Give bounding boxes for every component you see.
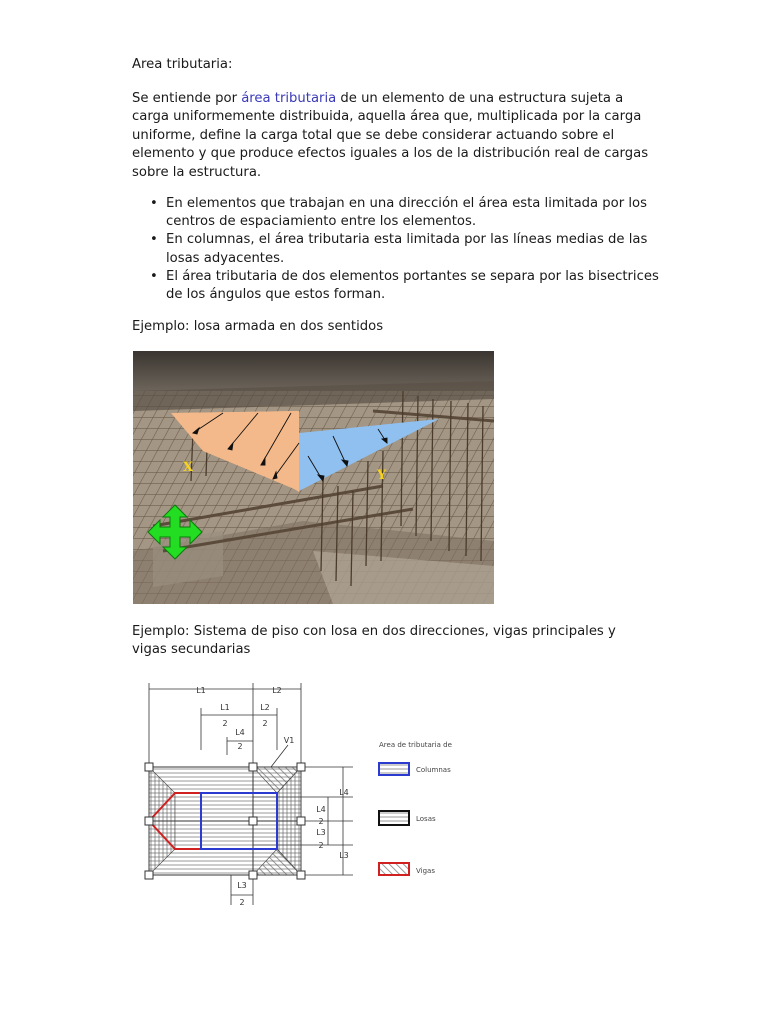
dim-l3-bottom: L3 — [237, 881, 247, 890]
list-item — [150, 195, 676, 231]
dim-l1-half: L1 — [220, 703, 230, 712]
dim-l4-half: L4 — [235, 728, 245, 737]
right-dim-l3-half-den: 2 — [318, 841, 324, 850]
legend-columns: Columnas — [416, 766, 451, 774]
list-item — [150, 231, 676, 267]
area-tributaria-link[interactable]: área tributaria — [241, 91, 337, 106]
beam-label-v1: V1 — [283, 736, 295, 745]
dim-l2: L2 — [272, 686, 282, 695]
bullet-icon: • — [150, 268, 158, 284]
right-dim-l3: L3 — [339, 851, 349, 860]
bullet-text: En columnas, el área tributaria esta limitada por las líneas medias de las losas adyacentes. — [166, 232, 648, 266]
legend-slabs-swatch — [379, 811, 409, 825]
axis-x-label: X — [183, 460, 194, 475]
bullet-icon: • — [150, 196, 158, 211]
example1-caption: Ejemplo: losa armada en dos sentidos — [132, 319, 384, 334]
intro-paragraph — [132, 90, 652, 182]
construction-slab-photo — [133, 351, 494, 604]
bullet-list — [132, 195, 676, 304]
legend-beams: Vigas — [416, 867, 435, 875]
dim-l2-half-den: 2 — [262, 719, 268, 728]
legend-columns-swatch — [379, 763, 409, 775]
floor-plan — [145, 763, 305, 879]
list-item — [150, 268, 676, 304]
right-dim-l4-half: L4 — [316, 805, 326, 814]
bullet-text: En elementos que trabajan en una dirección el área esta limitada por los centros de espaciamiento entre los elementos. — [166, 196, 647, 230]
right-dim-l4: L4 — [339, 788, 349, 797]
dim-l1: L1 — [196, 686, 206, 695]
bullet-icon: • — [150, 232, 158, 248]
floor-system-diagram — [133, 675, 463, 933]
example2-caption: Ejemplo: Sistema de piso con losa en dos direcciones, vigas principales y vigas secundarias — [132, 624, 616, 658]
dim-l4-half-den: 2 — [237, 742, 243, 751]
right-dim-l3-half: L3 — [316, 828, 326, 837]
bullet-text: El área tributaria de dos elementos portantes se separa por las bisectrices de los ángulos que estos forman. — [166, 268, 659, 303]
legend-beams-swatch — [379, 863, 409, 875]
intro-text-after: de un elemento de una estructura sujeta a carga uniformemente distribuida, aquella área que, multiplicada por la carga uniforme, define la carga total que se debe considerar actuando sobre el elemento y que produce efectos iguales a los de la distribución real de cargas sobre la estructura. — [132, 91, 649, 180]
legend-title: Area de tributaria de — [379, 741, 452, 749]
intro-text-before: Se entiende por — [132, 91, 242, 106]
dim-l3-bottom-den: 2 — [239, 898, 245, 907]
dim-l1-half-den: 2 — [222, 719, 228, 728]
right-dim-l4-half-den: 2 — [318, 817, 324, 826]
dim-l2-half: L2 — [260, 703, 270, 712]
section-heading: Area tributaria: — [132, 57, 233, 72]
axis-y-label: Y — [377, 468, 387, 483]
legend-slabs: Losas — [416, 815, 436, 823]
